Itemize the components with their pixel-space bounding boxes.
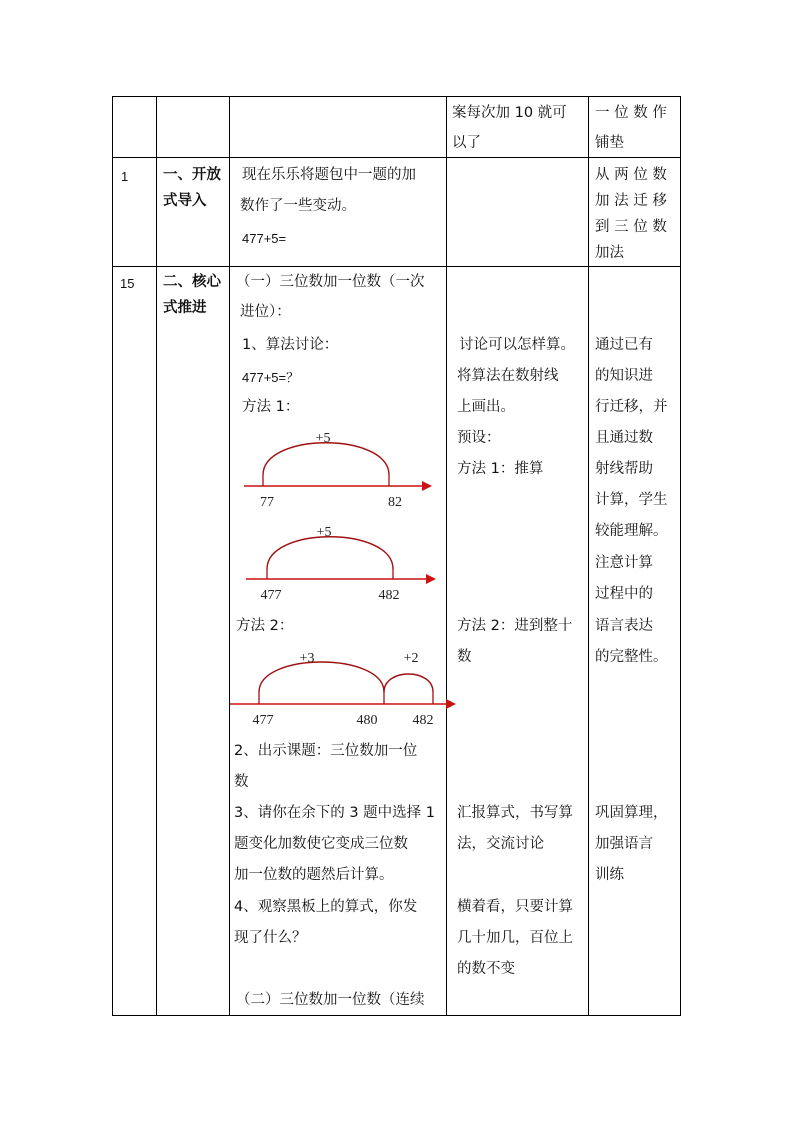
number-line-2-start-label: 477 — [260, 588, 282, 603]
intent-line: 通过已有 — [595, 337, 653, 353]
step4-line: 现了什么？ — [234, 930, 307, 946]
method2-label: 方法 2： — [236, 618, 294, 634]
intent-line: 的完整性。 — [595, 649, 668, 665]
intent-line: 语言表达 — [595, 618, 653, 634]
number-line-2-end-label: 482 — [378, 588, 400, 603]
row0-student-line: 以了 — [452, 135, 481, 151]
number-line-3-arc2-label: +2 — [403, 651, 419, 666]
step3-line: 题变化加数使它变成三位数 — [234, 836, 408, 852]
number-line-3-mid-label: 480 — [356, 713, 378, 728]
step2-line: 数 — [234, 774, 249, 790]
step2-line: 2、出示课题：三位数加一位 — [234, 743, 418, 759]
intent-line: 注意计算 — [595, 555, 653, 571]
student-line: 法，交流讨论 — [457, 836, 544, 852]
student-line: 汇报算式，书写算 — [457, 805, 573, 821]
number-line-3-end-label: 482 — [412, 713, 434, 728]
row1-stage-line: 一、开放 — [163, 167, 221, 183]
student-line: 方法 1：推算 — [457, 461, 544, 477]
student-line: 横着看，只要计算 — [457, 899, 573, 915]
intent-line: 过程中的 — [595, 586, 653, 602]
student-line: 讨论可以怎样算。 — [459, 337, 575, 353]
method1-label: 方法 1： — [242, 399, 300, 415]
student-line: 将算法在数射线 — [457, 368, 559, 384]
row1-intent-line: 加法 — [595, 245, 624, 261]
number-line-3-arc-1 — [259, 662, 384, 692]
number-line-3-start-label: 477 — [252, 713, 274, 728]
intent-line: 且通过数 — [595, 430, 653, 446]
row2-stage-line: 二、核心 — [163, 274, 221, 290]
row1-intent-line: 从 两 位 数 — [595, 167, 667, 183]
step3-line: 3、请你在余下的 3 题中选择 1 — [234, 805, 436, 821]
number-line-1-arrowhead — [422, 481, 432, 491]
step1-label: 1、算法讨论： — [242, 337, 339, 353]
row1-intent-line: 加 法 迁 移 — [595, 193, 667, 209]
row0-student-line: 案每次加 10 就可 — [452, 105, 567, 121]
intent-line: 射线帮助 — [595, 461, 653, 477]
student-line: 预设： — [457, 430, 501, 446]
section1-heading-line: （一）三位数加一位数（一次 — [236, 274, 425, 290]
row2-time: 15 — [120, 276, 135, 291]
row0-intent-line: 铺垫 — [595, 135, 624, 151]
student-line: 方法 2：进到整十 — [457, 618, 573, 634]
number-line-1-arc-label: +5 — [315, 431, 331, 446]
column-border-5 — [680, 96, 681, 1016]
table-border-top — [112, 96, 681, 97]
student-line: 的数不变 — [457, 961, 515, 977]
student-line: 几十加几，百位上 — [457, 930, 573, 946]
row2-stage-line: 式推进 — [163, 300, 207, 316]
row0-intent-line: 一 位 数 作 — [595, 105, 667, 121]
step3-line: 加一位数的题然后计算。 — [234, 867, 394, 883]
number-line-2-arc — [267, 537, 393, 569]
number-line-1-end-label: 82 — [388, 495, 402, 510]
equation: 477+5=？ — [242, 370, 300, 385]
number-line-2 — [230, 512, 445, 612]
student-line: 上画出。 — [457, 399, 515, 415]
number-line-3-arc-2 — [384, 674, 433, 692]
number-line-3 — [228, 640, 460, 740]
column-border-3 — [446, 96, 447, 1016]
section1-heading-line: 进位）： — [240, 304, 291, 320]
row1-time: 1 — [121, 169, 129, 184]
section2-heading: （二）三位数加一位数（连续 — [236, 992, 425, 1008]
row1-content-line: 数作了一些变动。 — [240, 198, 356, 214]
step4-line: 4、观察黑板上的算式，你发 — [234, 899, 418, 915]
column-border-0 — [112, 96, 113, 1016]
intent-line: 训练 — [595, 867, 624, 883]
row1-stage-line: 式导入 — [163, 193, 207, 209]
column-border-1 — [156, 96, 157, 1016]
intent-line: 的知识进 — [595, 368, 653, 384]
row1-content-line: 现在乐乐将题包中一题的加 — [242, 167, 416, 183]
row1-intent-line: 到 三 位 数 — [595, 219, 667, 235]
intent-line: 较能理解。 — [595, 523, 668, 539]
number-line-1-start-label: 77 — [260, 495, 274, 510]
intent-line: 巩固算理， — [595, 805, 668, 821]
number-line-2-arrowhead — [426, 574, 436, 584]
number-line-1 — [230, 420, 445, 520]
number-line-1-arc — [263, 443, 389, 475]
intent-line: 行迁移，并 — [595, 399, 668, 415]
number-line-3-arrowhead — [446, 699, 456, 709]
student-line: 数 — [457, 649, 472, 665]
row1-content-equation: 477+5= — [242, 231, 287, 246]
number-line-3-arc1-label: +3 — [299, 651, 315, 666]
column-border-4 — [588, 96, 589, 1016]
intent-line: 计算，学生 — [595, 492, 668, 508]
number-line-2-arc-label: +5 — [316, 525, 332, 540]
intent-line: 加强语言 — [595, 836, 653, 852]
